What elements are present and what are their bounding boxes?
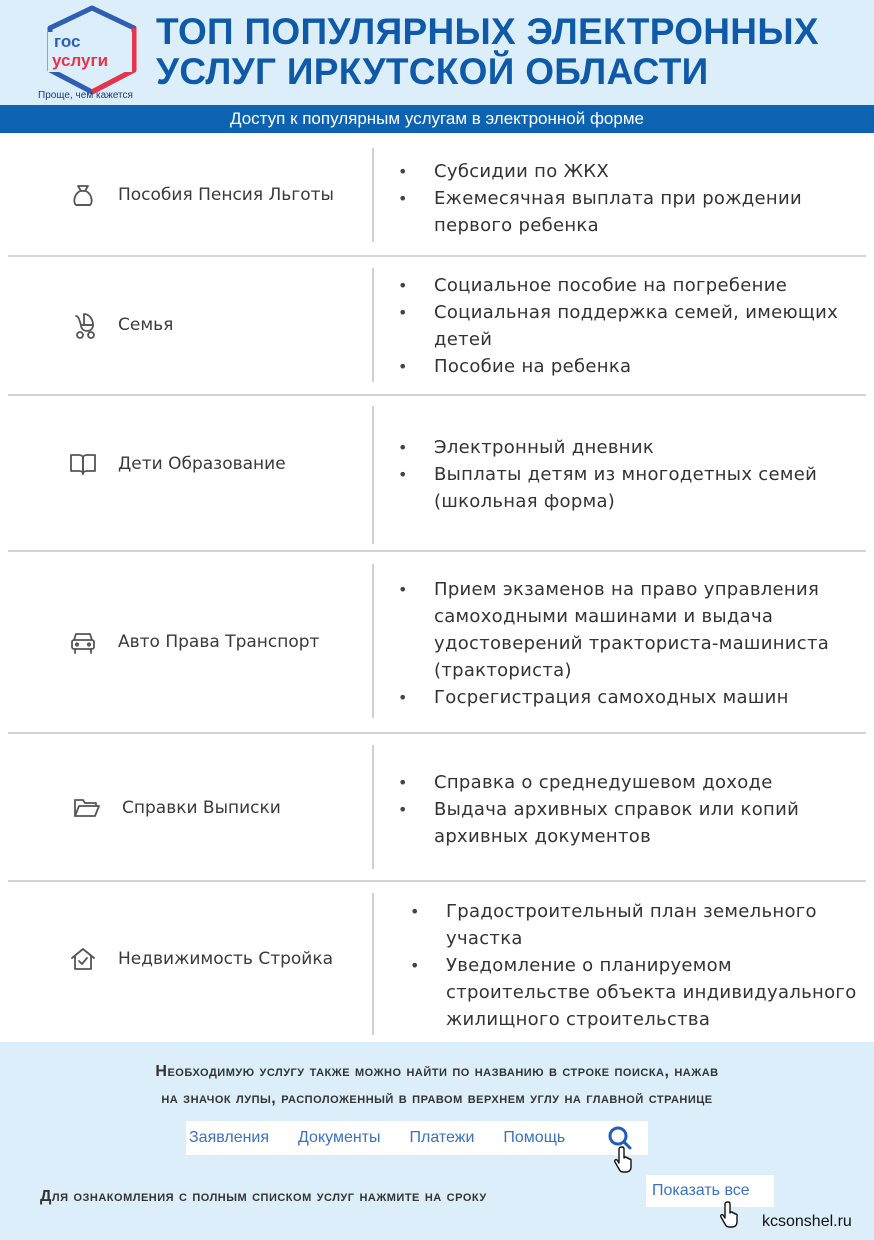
row-divider bbox=[8, 394, 866, 396]
service-item[interactable]: • Выплаты детям из многодетных семей (школьная форма) bbox=[398, 461, 864, 515]
nav-link-help[interactable]: Помощь bbox=[503, 1129, 566, 1146]
gosuslugi-logo bbox=[38, 4, 148, 104]
title-line-2: УСЛУГ ИРКУТСКОЙ ОБЛАСТИ bbox=[156, 51, 709, 92]
category-label: Справки Выписки bbox=[122, 798, 281, 818]
house-check-icon bbox=[68, 944, 98, 974]
column-divider bbox=[372, 893, 374, 1035]
nav-link-applications[interactable]: Заявления bbox=[189, 1129, 270, 1146]
car-icon bbox=[68, 627, 98, 657]
service-item[interactable]: • Прием экзаменов на право управления самоходными машинами и выдача удостоверений тракториста-машиниста (тракториста) bbox=[398, 576, 864, 684]
category-real-estate[interactable] bbox=[68, 944, 333, 974]
service-list bbox=[398, 272, 864, 380]
service-item[interactable]: • Госрегистрация самоходных машин bbox=[398, 684, 864, 711]
service-list bbox=[398, 434, 864, 515]
row-divider bbox=[8, 550, 866, 552]
category-transport[interactable] bbox=[68, 627, 319, 657]
site-url: kcsonshel.ru bbox=[762, 1213, 852, 1230]
service-item[interactable]: • Справка о среднедушевом доходе bbox=[398, 769, 864, 796]
category-label: Семья bbox=[118, 315, 174, 335]
category-label: Пособия Пенсия Льготы bbox=[118, 185, 334, 205]
search-hint bbox=[30, 1058, 844, 1112]
folder-icon bbox=[72, 793, 102, 823]
service-list bbox=[398, 769, 864, 850]
money-bag-icon bbox=[68, 180, 98, 210]
nav-link-payments[interactable]: Платежи bbox=[409, 1129, 475, 1146]
service-item[interactable]: • Ежемесячная выплата при рождении первого ребенка bbox=[398, 185, 864, 239]
header-banner bbox=[0, 0, 874, 105]
category-label: Авто Права Транспорт bbox=[118, 632, 320, 652]
category-certificates[interactable] bbox=[72, 793, 281, 823]
service-list bbox=[410, 898, 864, 1033]
service-item[interactable]: • Выдача архивных справок или копий архивных документов bbox=[398, 796, 864, 850]
column-divider bbox=[372, 564, 374, 718]
column-divider bbox=[372, 268, 374, 382]
category-label: Недвижимость Стройка bbox=[118, 949, 334, 969]
service-item[interactable]: • Социальное пособие на погребение bbox=[398, 272, 864, 299]
service-item[interactable]: • Уведомление о планируемом строительстве объекта индивидуального жилищного строительства bbox=[410, 952, 864, 1033]
category-family[interactable] bbox=[68, 310, 173, 340]
nav-bar-sample bbox=[186, 1121, 648, 1155]
nav-link-documents[interactable]: Документы bbox=[298, 1129, 381, 1146]
hand-cursor-icon bbox=[720, 1200, 744, 1228]
list-hint: Для ознакомления с полным списком услуг нажмите на сроку bbox=[40, 1188, 487, 1205]
subtitle-bar: Доступ к популярным услугам в электронной форме bbox=[0, 105, 874, 133]
hand-cursor-icon bbox=[614, 1145, 638, 1173]
service-item[interactable]: • Субсидии по ЖКХ bbox=[398, 158, 864, 185]
service-item[interactable]: • Социальная поддержка семей, имеющих детей bbox=[398, 299, 864, 353]
search-hint-line-1: Необходимую услугу также можно найти по названию в строке поиска, нажав bbox=[155, 1063, 719, 1080]
book-icon bbox=[68, 449, 98, 479]
row-divider bbox=[8, 732, 866, 734]
page-title bbox=[156, 12, 866, 92]
category-label: Дети Образование bbox=[118, 454, 286, 474]
service-list bbox=[398, 158, 864, 239]
column-divider bbox=[372, 406, 374, 544]
column-divider bbox=[372, 148, 374, 242]
service-list bbox=[398, 576, 864, 711]
stroller-icon bbox=[68, 310, 98, 340]
logo-tagline: Проще, чем кажется bbox=[38, 90, 133, 101]
search-hint-line-2: на значок лупы, расположенный в правом верхнем углу на главной странице bbox=[161, 1090, 713, 1107]
category-benefits[interactable] bbox=[68, 180, 334, 210]
show-all-link[interactable]: Показать все bbox=[646, 1175, 774, 1207]
logo-text-uslugi: услуги bbox=[52, 51, 109, 70]
column-divider bbox=[372, 745, 374, 869]
title-line-1: ТОП ПОПУЛЯРНЫХ ЭЛЕКТРОННЫХ bbox=[156, 11, 819, 52]
service-item[interactable]: • Градостроительный план земельного участка bbox=[410, 898, 864, 952]
row-divider bbox=[8, 255, 866, 257]
category-education[interactable] bbox=[68, 449, 286, 479]
row-divider bbox=[8, 880, 866, 882]
logo-text-gos: гос bbox=[54, 32, 81, 51]
service-item[interactable]: • Электронный дневник bbox=[398, 434, 864, 461]
service-item[interactable]: • Пособие на ребенка bbox=[398, 353, 864, 380]
